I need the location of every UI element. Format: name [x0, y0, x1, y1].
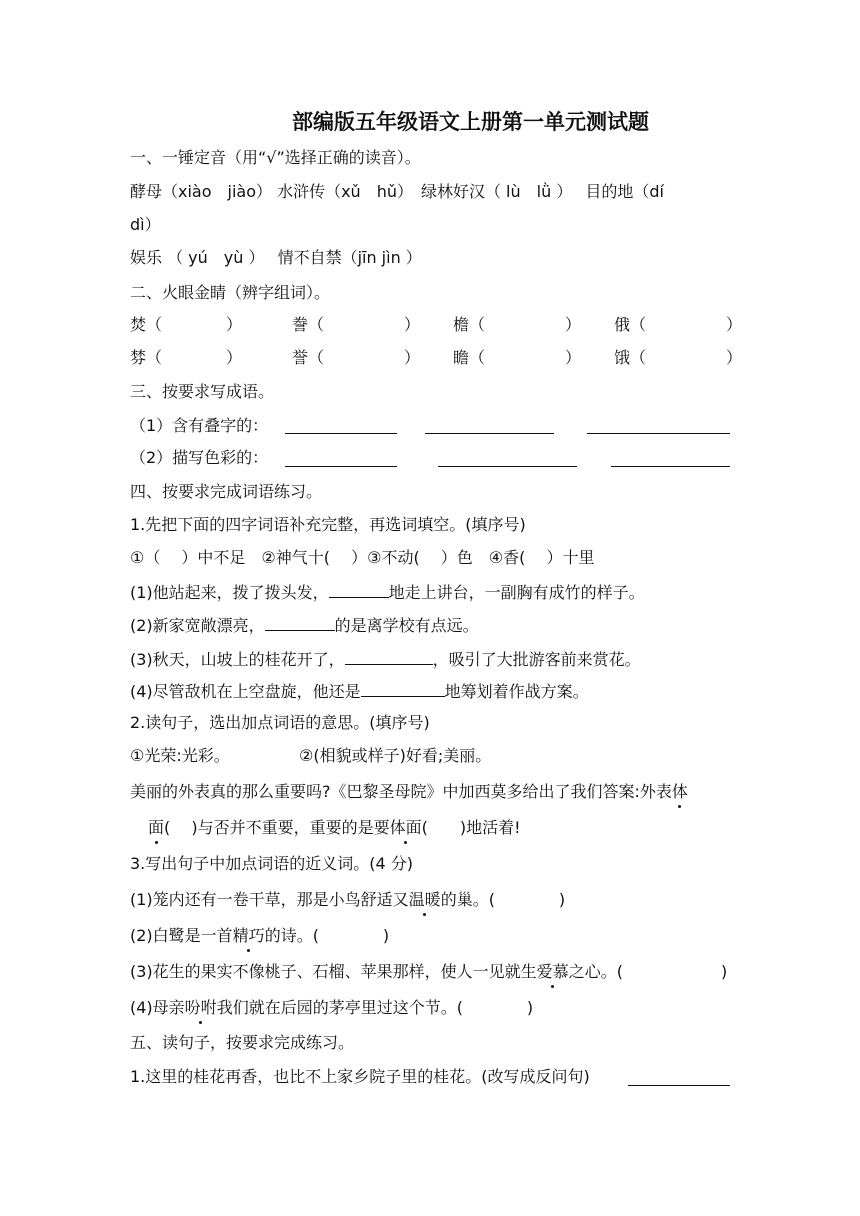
dotted-word: 面: [148, 818, 165, 837]
p1-s3: [130, 647, 641, 671]
section2-heading: 二、火眼金睛（辨字组词）。: [130, 283, 331, 302]
p1-title: 1.先把下面的四字词语补充完整，再选词填空。(填序号): [130, 515, 526, 534]
answer-blank[interactable]: [285, 433, 397, 434]
dotted-word: 体: [671, 782, 688, 801]
answer-blank[interactable]: [628, 1085, 730, 1086]
section1-heading: 一、一锤定音（用“√”选择正确的读音）。: [130, 148, 421, 167]
s3-q1-label: （1）含有叠字的：: [130, 416, 269, 435]
s1-line2: 娱乐 （ yú yù ） 情不自禁（jīn jìn ）: [130, 248, 422, 267]
p3-q4: [130, 997, 533, 1019]
char-cell[interactable]: 誉（ ）: [292, 348, 421, 367]
dotted-word: 爱慕: [536, 962, 569, 981]
text: (4)尽管敌机在上空盘旋，他还是: [130, 682, 361, 701]
fill-blank[interactable]: [329, 580, 389, 598]
p3-q1: [130, 889, 565, 911]
section3-heading: 三、按要求写成语。: [130, 382, 275, 401]
fill-blank[interactable]: [345, 647, 433, 665]
text[interactable]: ( )地活着!: [421, 818, 521, 837]
fill-blank[interactable]: [265, 613, 335, 631]
text[interactable]: 的诗。( ): [264, 926, 390, 945]
p1-words: ①（ ）中不足 ②神气十( ）③不动( ）色 ④香( ）十里: [130, 548, 595, 567]
text: (3)花生的果实不像桃子、石榴、苹果那样，使人一见就生: [130, 962, 537, 981]
s1-line1: 酵母（xiào jiào） 水浒传（xǔ hǔ） 绿林好汉（ lù lǜ ） 目的地（dí: [130, 182, 665, 201]
p3-title: 3.写出句子中加点词语的近义词。(4 分): [130, 854, 414, 873]
text[interactable]: ( )与否并不重要，重要的是要: [164, 818, 390, 837]
p2-question: [130, 781, 688, 803]
page-title: 部编版五年级语文上册第一单元测试题: [292, 110, 649, 134]
text: (1)他站起来，拨了拨头发，: [130, 583, 329, 602]
char-cell[interactable]: 焚（ ）: [130, 315, 243, 334]
answer-blank[interactable]: [438, 466, 577, 467]
text: 地筹划着作战方案。: [444, 682, 589, 701]
dotted-word: 精巧: [232, 926, 265, 945]
dotted-word: 体面: [389, 818, 422, 837]
p3-q2: [130, 925, 389, 947]
answer-blank[interactable]: [587, 433, 730, 434]
answer-blank[interactable]: [611, 466, 730, 467]
p3-q3-close: ): [721, 962, 728, 981]
text: ，吸引了大批游客前来赏花。: [432, 650, 641, 669]
p2-title: 2.读句子，选出加点词语的意思。(填序号): [130, 713, 430, 732]
p1-s1: [130, 580, 645, 604]
char-cell[interactable]: 誊（ ）: [292, 315, 421, 334]
p3-q3: [130, 961, 623, 983]
s3-q2-label: （2）描写色彩的：: [130, 448, 269, 467]
p1-s2: [130, 613, 479, 637]
p2-opt2: ②(相貌或样子)好看;美丽。: [299, 746, 492, 765]
char-cell[interactable]: 俄（ ）: [614, 315, 743, 334]
dotted-word: 吩咐: [184, 998, 217, 1017]
text: (3)秋天，山坡上的桂花开了，: [130, 650, 345, 669]
text: (4)母亲: [130, 998, 185, 1017]
text: 地走上讲台，一副胸有成竹的样子。: [388, 583, 645, 602]
text: 的是离学校有点远。: [334, 616, 479, 635]
answer-blank[interactable]: [285, 466, 397, 467]
s1-line1b: dì）: [130, 215, 161, 234]
char-cell[interactable]: 饿（ ）: [614, 348, 743, 367]
char-cell[interactable]: 棼（ ）: [130, 348, 243, 367]
text: (1)笼内还有一卷干草，那是小鸟舒适又: [130, 890, 409, 909]
answer-blank[interactable]: [425, 433, 554, 434]
p2-opt1: ①光荣:光彩。: [130, 746, 230, 765]
char-cell[interactable]: 檐（ ）: [453, 315, 582, 334]
text: 美丽的外表真的那么重要吗?《巴黎圣母院》中加西莫多给出了我们答案:外表: [130, 782, 672, 801]
section4-heading: 四、按要求完成词语练习。: [130, 482, 323, 501]
p1-s4: [130, 679, 589, 703]
text: (2)白鹭是一首: [130, 926, 233, 945]
p2-question-cont: [148, 817, 521, 839]
fill-blank[interactable]: [361, 679, 445, 697]
section5-heading: 五、读句子，按要求完成练习。: [130, 1033, 355, 1052]
text: (2)新家宽敞漂亮，: [130, 616, 265, 635]
dotted-word: 温暖: [408, 890, 441, 909]
char-cell[interactable]: 瞻（ ）: [453, 348, 582, 367]
s5-q1: 1.这里的桂花再香，也比不上家乡院子里的桂花。(改写成反问句): [130, 1067, 590, 1086]
text[interactable]: 之心。(: [568, 962, 623, 981]
text[interactable]: 我们就在后园的茅亭里过这个节。( ): [216, 998, 534, 1017]
text[interactable]: 的巢。( ): [440, 890, 566, 909]
